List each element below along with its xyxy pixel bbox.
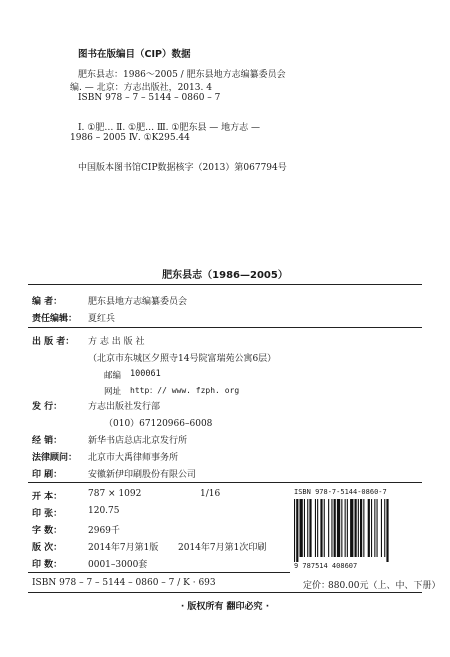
barcode-bar xyxy=(309,499,311,557)
website-value: http：// www. fzph. org xyxy=(130,386,240,395)
divider-top xyxy=(28,284,422,285)
barcode-bars xyxy=(292,499,424,562)
barcode-bar xyxy=(381,499,382,557)
price-label: 定价： xyxy=(303,581,331,591)
sheets-value: 120.75 xyxy=(88,506,120,516)
divider-2 xyxy=(28,327,422,328)
barcode-bar xyxy=(320,499,322,557)
divider-bottom xyxy=(28,592,422,593)
barcode-bar xyxy=(324,499,325,557)
postcode-value: 100061 xyxy=(130,369,161,379)
cip-line-1: 肥东县志：1986～2005 / 肥东县地方志编纂委员会 xyxy=(78,70,286,80)
edition-label: 版 次： xyxy=(32,543,63,553)
responsible-editor-label: 责任编辑： xyxy=(32,314,78,324)
publisher-address: （北京市东城区夕照寺14号院富瑞苑公寓6层） xyxy=(88,354,277,364)
legal-value: 北京市大禹律师事务所 xyxy=(88,453,179,463)
price-value: 880.00元（上、中、下册） xyxy=(328,581,441,591)
barcode-bar xyxy=(294,499,295,562)
seller-value: 新华书店总店北京发行所 xyxy=(88,436,188,446)
responsible-editor-value: 夏红兵 xyxy=(88,314,116,324)
barcode-bar xyxy=(358,499,359,557)
copies-value: 0001–3000套 xyxy=(88,560,148,570)
words-value: 2969千 xyxy=(88,526,120,536)
barcode-bar xyxy=(350,499,353,557)
publisher-label: 出 版 者： xyxy=(32,337,75,347)
barcode-bar xyxy=(377,499,378,557)
barcode-bar xyxy=(360,499,362,557)
barcode-bar xyxy=(374,499,375,557)
publisher-value: 方 志 出 版 社 xyxy=(88,337,145,347)
sheets-label: 印 张： xyxy=(32,509,63,519)
barcode-bar xyxy=(368,499,370,557)
barcode-bar xyxy=(304,499,305,557)
printer-value: 安徽新伊印刷股份有限公司 xyxy=(88,470,197,480)
barcode-bar xyxy=(337,499,340,557)
barcode-bar xyxy=(384,499,385,557)
distribution-label: 发 行： xyxy=(32,402,63,412)
barcode-bar xyxy=(347,499,348,557)
barcode-bar xyxy=(341,499,342,557)
isbn-full: ISBN 978 – 7 – 5144 – 0860 – 7 / K · 693 xyxy=(32,578,216,588)
legal-label: 法律顾问： xyxy=(32,453,78,463)
barcode-bar xyxy=(315,499,316,557)
barcode-top-text: ISBN 978-7-5144-0860-7 xyxy=(294,488,387,496)
barcode-bar xyxy=(328,499,329,557)
cip-heading: 图书在版编目（CIP）数据 xyxy=(78,49,191,60)
barcode-bar xyxy=(300,499,303,557)
postcode-label: 邮编 xyxy=(104,371,122,381)
barcode-bar xyxy=(331,499,332,557)
printing-value: 2014年7月第1次印刷 xyxy=(178,543,267,553)
book-title: 肥东县志（1986—2005） xyxy=(162,270,288,281)
barcode-bar xyxy=(371,499,372,557)
format-value: 787 × 1092 xyxy=(88,489,142,499)
barcode-bar xyxy=(355,499,357,557)
barcode-bar xyxy=(345,499,346,557)
distribution-phone: （010）67120966–6008 xyxy=(104,419,213,429)
editor-label: 编 者： xyxy=(32,297,63,307)
edition-value: 2014年7月第1版 xyxy=(88,543,159,553)
format-fraction: 1/16 xyxy=(200,489,221,499)
printer-label: 印 刷： xyxy=(32,470,63,480)
barcode-bar xyxy=(317,499,318,557)
editor-value: 肥东县地方志编纂委员会 xyxy=(88,297,188,307)
seller-label: 经 销： xyxy=(32,436,63,446)
cip-line-4: Ⅰ. ①肥… Ⅱ. ①肥… Ⅲ. ①肥东县 — 地方志 — xyxy=(78,123,261,133)
cip-line-5: 1986 – 2005 Ⅳ. ①K295.44 xyxy=(70,133,190,143)
barcode-bar xyxy=(307,499,308,557)
divider-3 xyxy=(28,482,422,483)
website-label: 网址 xyxy=(104,387,122,397)
format-label: 开 本： xyxy=(32,492,63,502)
cip-line-2: 编. — 北京：方志出版社，2013. 4 xyxy=(70,83,212,93)
barcode-bar xyxy=(334,499,336,557)
barcode-bar xyxy=(363,499,364,557)
barcode-bar xyxy=(386,499,388,562)
cip-line-6: 中国版本图书馆CIP数据核字（2013）第067794号 xyxy=(78,163,287,173)
isbn-barcode xyxy=(292,488,426,574)
divider-4 xyxy=(28,572,290,573)
cip-line-3: ISBN 978 – 7 – 5144 – 0860 – 7 xyxy=(78,93,221,103)
copies-label: 印 数： xyxy=(32,560,63,570)
words-label: 字 数： xyxy=(32,526,63,536)
copyright-notice: · 版权所有 翻印必究 · xyxy=(180,602,270,612)
barcode-bar xyxy=(296,499,298,562)
barcode-bottom-text: 9 787514 408607 xyxy=(294,562,358,570)
distribution-value: 方志出版社发行部 xyxy=(88,402,161,412)
